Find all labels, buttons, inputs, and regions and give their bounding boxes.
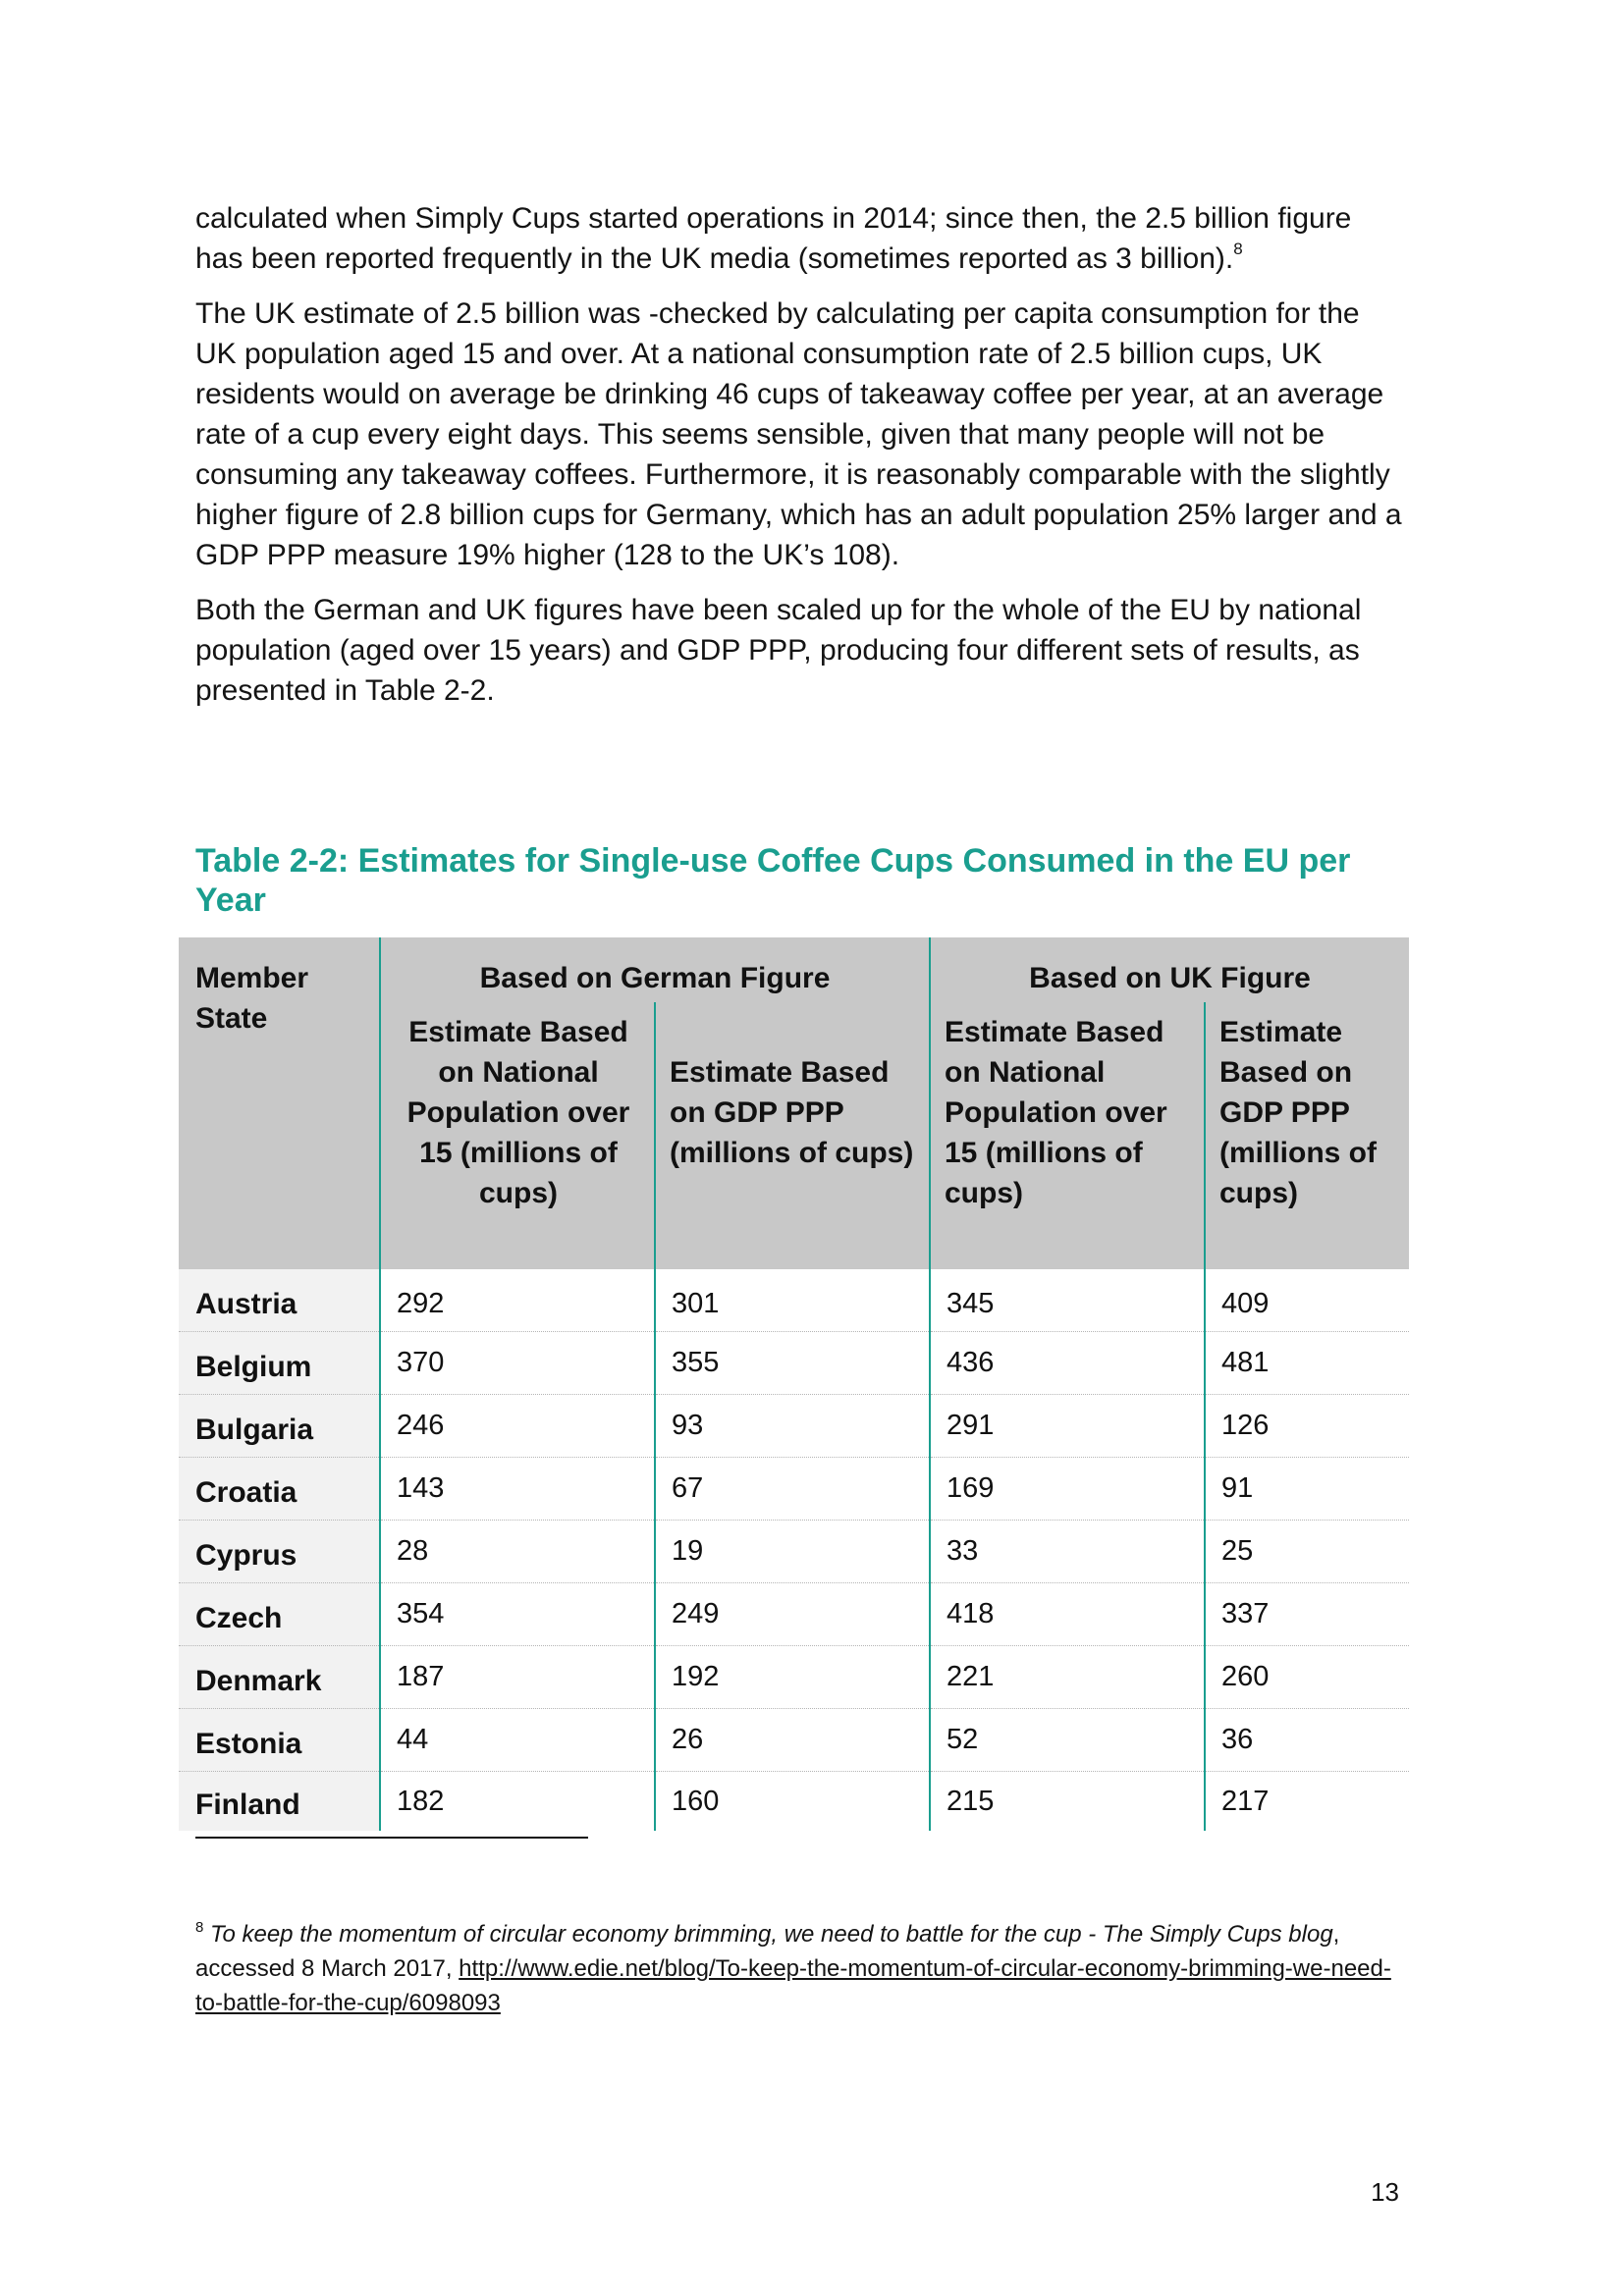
paragraph-2: The UK estimate of 2.5 billion was -checked by calculating per capita consumption for the UK population aged 15 and over. At a national consumption rate of 2.5 billion cups, UK residents would on average be drinking 46 cups of takeaway coffee per year, at an average rate of a cup every eight days. This seems sensible, given that many people will not be consuming any takeaway coffees. Furthermore, it is reasonably comparable with the slightly higher figure of 2.8 billion cups for Germany, which has an adult population 25% larger and a GDP PPP measure 19% higher (128 to the UK’s 108). bbox=[195, 297, 1402, 571]
value-cell: 187 bbox=[380, 1646, 655, 1709]
value-cell: 301 bbox=[655, 1269, 930, 1332]
uk-population-header: Estimate Based on National Population over 15 (millions of cups) bbox=[930, 1002, 1205, 1269]
table-row bbox=[179, 1583, 1409, 1646]
german-gdp-header: Estimate Based on GDP PPP (millions of cups) bbox=[655, 1002, 930, 1269]
member-state-cell: Cyprus bbox=[179, 1521, 380, 1583]
member-state-cell: Finland bbox=[179, 1772, 380, 1832]
table-row bbox=[179, 1646, 1409, 1709]
table-caption: Table 2-2: Estimates for Single-use Coffee Cups Consumed in the EU per Year bbox=[195, 842, 1351, 919]
value-cell: 355 bbox=[655, 1332, 930, 1395]
member-state-cell: Austria bbox=[179, 1269, 380, 1332]
value-cell: 19 bbox=[655, 1521, 930, 1583]
table-row bbox=[179, 1521, 1409, 1583]
footnote-title: To keep the momentum of circular economy brimming, we need to battle for the cup - The Simply Cups blog bbox=[210, 1921, 1333, 1948]
paragraph-1-text: calculated when Simply Cups started operations in 2014; since then, the 2.5 billion figure has been reported frequently in the UK media (sometimes reported as 3 billion). bbox=[195, 202, 1352, 275]
value-cell: 126 bbox=[1205, 1395, 1409, 1458]
value-cell: 291 bbox=[930, 1395, 1205, 1458]
value-cell: 93 bbox=[655, 1395, 930, 1458]
footnote-separator bbox=[195, 1837, 588, 1839]
value-cell: 192 bbox=[655, 1646, 930, 1709]
uk-gdp-header: Estimate Based on GDP PPP (millions of cups) bbox=[1205, 1002, 1409, 1269]
german-population-header: Estimate Based on National Population over 15 (millions of cups) bbox=[380, 1002, 655, 1269]
value-cell: 409 bbox=[1205, 1269, 1409, 1332]
estimates-table bbox=[179, 937, 1409, 1831]
footnote-accessed: , accessed 8 March 2017, bbox=[195, 1921, 1340, 1982]
table-row bbox=[179, 1269, 1409, 1332]
value-cell: 160 bbox=[655, 1772, 930, 1832]
table-row bbox=[179, 1458, 1409, 1521]
member-state-cell: Belgium bbox=[179, 1332, 380, 1395]
table-row bbox=[179, 1332, 1409, 1395]
value-cell: 182 bbox=[380, 1772, 655, 1832]
footnote-number: 8 bbox=[195, 1919, 204, 1936]
value-cell: 337 bbox=[1205, 1583, 1409, 1646]
value-cell: 52 bbox=[930, 1709, 1205, 1772]
value-cell: 418 bbox=[930, 1583, 1205, 1646]
footnote bbox=[195, 1917, 1403, 2020]
value-cell: 26 bbox=[655, 1709, 930, 1772]
uk-figure-header: Based on UK Figure bbox=[930, 937, 1409, 1002]
value-cell: 44 bbox=[380, 1709, 655, 1772]
value-cell: 36 bbox=[1205, 1709, 1409, 1772]
value-cell: 345 bbox=[930, 1269, 1205, 1332]
value-cell: 292 bbox=[380, 1269, 655, 1332]
value-cell: 33 bbox=[930, 1521, 1205, 1583]
value-cell: 215 bbox=[930, 1772, 1205, 1832]
value-cell: 436 bbox=[930, 1332, 1205, 1395]
table-row bbox=[179, 1395, 1409, 1458]
member-state-cell: Denmark bbox=[179, 1646, 380, 1709]
member-state-header: Member State bbox=[179, 937, 380, 1269]
footnote-link[interactable]: http://www.edie.net/blog/To-keep-the-momentum-of-circular-economy-brimming-we-need-to-battle-for-the-cup/6098093 bbox=[195, 1955, 1391, 2016]
table-row bbox=[179, 1709, 1409, 1772]
paragraph-3: Both the German and UK figures have been scaled up for the whole of the EU by national population (aged over 15 years) and GDP PPP, producing four different sets of results, as presented in Table 2-2. bbox=[195, 594, 1362, 707]
value-cell: 221 bbox=[930, 1646, 1205, 1709]
member-state-cell: Bulgaria bbox=[179, 1395, 380, 1458]
value-cell: 354 bbox=[380, 1583, 655, 1646]
value-cell: 67 bbox=[655, 1458, 930, 1521]
page-number: 13 bbox=[1371, 2177, 1399, 2207]
body-text bbox=[195, 198, 1403, 725]
value-cell: 246 bbox=[380, 1395, 655, 1458]
value-cell: 217 bbox=[1205, 1772, 1409, 1832]
footnote-reference[interactable]: 8 bbox=[1233, 240, 1243, 258]
paragraph-1 bbox=[195, 198, 1403, 279]
table-row bbox=[179, 1772, 1409, 1832]
value-cell: 260 bbox=[1205, 1646, 1409, 1709]
value-cell: 28 bbox=[380, 1521, 655, 1583]
value-cell: 91 bbox=[1205, 1458, 1409, 1521]
value-cell: 370 bbox=[380, 1332, 655, 1395]
member-state-cell: Croatia bbox=[179, 1458, 380, 1521]
value-cell: 249 bbox=[655, 1583, 930, 1646]
value-cell: 169 bbox=[930, 1458, 1205, 1521]
member-state-cell: Czech bbox=[179, 1583, 380, 1646]
value-cell: 143 bbox=[380, 1458, 655, 1521]
value-cell: 25 bbox=[1205, 1521, 1409, 1583]
german-figure-header: Based on German Figure bbox=[380, 937, 930, 1002]
value-cell: 481 bbox=[1205, 1332, 1409, 1395]
member-state-cell: Estonia bbox=[179, 1709, 380, 1772]
